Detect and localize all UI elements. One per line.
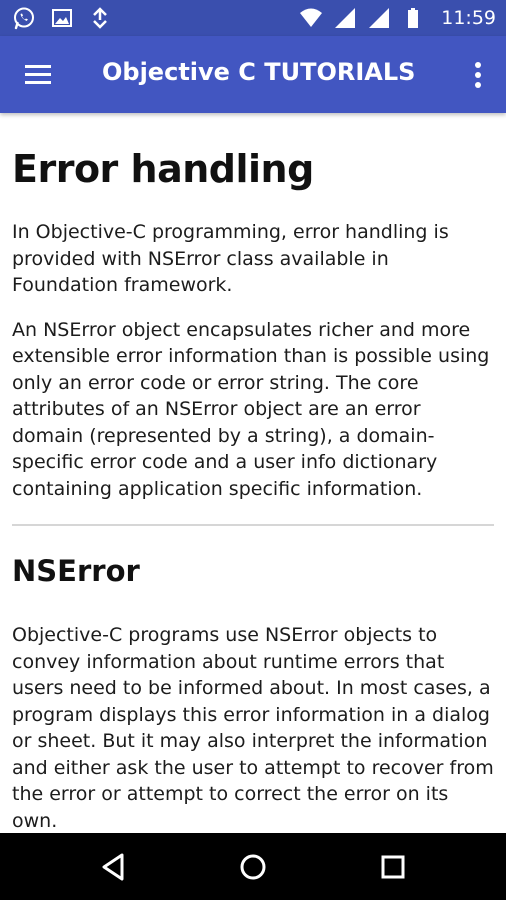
image-icon — [50, 6, 74, 30]
section-heading: NSError — [12, 554, 140, 588]
app-bar — [0, 36, 506, 113]
home-icon[interactable] — [235, 849, 271, 885]
section-divider — [12, 524, 494, 526]
back-icon[interactable] — [96, 849, 132, 885]
clock: 11:59 — [441, 7, 496, 29]
more-vert-icon[interactable] — [468, 58, 488, 92]
wifi-icon — [299, 6, 323, 30]
signal-icon — [367, 6, 391, 30]
nserror-description-paragraph: An NSError object encapsulates richer and more extensible error information than is possible using only an error code or error string. The core attributes of an NSError object are an error domain (represented by a string), a domain-specific error code and a user info dictionary containing application specific information. — [12, 318, 490, 500]
page-title: Error handling — [12, 147, 314, 191]
signal-icon — [333, 6, 357, 30]
hamburger-menu-icon[interactable] — [22, 58, 56, 92]
status-bar — [0, 0, 506, 36]
section-paragraph: Objective-C programs use NSError objects to convey information about runtime errors that users need to be informed about. In most cases, a program displays this error information in a dialog or sheet. But it may also interpret the information and either ask the user to attempt to recover from the error or attempt to correct the error on its own. — [12, 624, 494, 832]
whatsapp-icon — [12, 6, 36, 30]
intro-paragraph: In Objective-C programming, error handling is provided with NSError class available in Foundation framework. — [12, 221, 449, 296]
navigation-bar — [0, 833, 506, 900]
app-title: Objective C TUTORIALS — [102, 58, 416, 86]
article-content[interactable] — [0, 113, 506, 833]
recents-icon[interactable] — [375, 849, 411, 885]
battery-icon — [401, 6, 425, 30]
sync-icon — [88, 6, 112, 30]
